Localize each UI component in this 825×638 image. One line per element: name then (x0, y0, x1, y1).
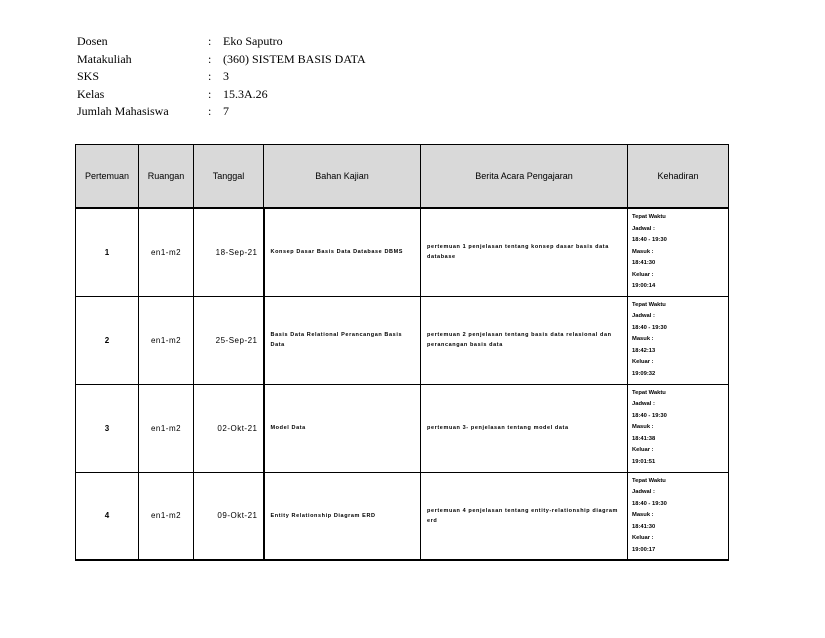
cell-ruangan: en1-m2 (139, 296, 194, 384)
cell-kehadiran (628, 384, 729, 472)
info-value: Eko Saputro (223, 34, 283, 48)
header-tanggal: Tanggal (194, 145, 264, 209)
check-out-label: Keluar : (632, 359, 654, 365)
check-in-time: 18:42:13 (632, 347, 656, 354)
attendance-status: Tepat Waktu (632, 389, 666, 396)
check-out-label: Keluar : (632, 271, 654, 278)
check-out-time: 19:09:32 (632, 370, 656, 377)
cell-tanggal: 18-Sep-21 (194, 208, 264, 296)
schedule-time: 18:40 - 19:30 (632, 237, 667, 243)
cell-ruangan: en1-m2 (139, 472, 194, 560)
info-value: 7 (223, 104, 229, 118)
info-separator: : (208, 104, 212, 118)
check-in-label: Masuk : (632, 512, 654, 518)
info-separator: : (208, 86, 212, 101)
cell-tanggal: 09-Okt-21 (194, 472, 264, 560)
info-separator: : (208, 34, 212, 48)
info-value: 3 (223, 69, 229, 83)
check-in-label: Masuk : (632, 248, 654, 255)
cell-pertemuan: 3 (76, 384, 139, 472)
header-ruangan: Ruangan (139, 145, 194, 209)
cell-kehadiran (628, 296, 729, 384)
attendance-status: Tepat Waktu (632, 301, 666, 308)
table-row (76, 296, 729, 384)
schedule-time: 18:40 - 19:30 (632, 324, 667, 331)
info-label: Matakuliah (77, 51, 132, 66)
cell-bahan-kajian: Entity Relationship Diagram ERD (264, 472, 421, 560)
schedule-label: Jadwal : (632, 489, 655, 495)
table-header-row (76, 145, 729, 209)
info-separator: : (208, 69, 212, 83)
info-label: SKS (77, 69, 100, 83)
check-out-time: 19:00:17 (632, 546, 656, 553)
info-label: Kelas (77, 86, 105, 101)
info-value: 15.3A.26 (223, 86, 268, 101)
table-row (76, 472, 729, 560)
cell-pertemuan: 2 (76, 296, 139, 384)
header-kehadiran: Kehadiran (628, 145, 729, 209)
attendance-status: Tepat Waktu (632, 477, 666, 484)
cell-ruangan: en1-m2 (139, 384, 194, 472)
check-in-label: Masuk : (632, 424, 654, 430)
schedule-label: Jadwal : (632, 401, 655, 407)
check-in-label: Masuk : (632, 336, 654, 342)
cell-berita-acara: pertemuan 4 penjelasan tentang entity-relationship diagram erd (421, 472, 628, 560)
check-in-time: 18:41:30 (632, 260, 656, 266)
cell-kehadiran (628, 208, 729, 296)
cell-ruangan: en1-m2 (139, 208, 194, 296)
cell-berita-acara: pertemuan 2 penjelasan tentang basis data relasional dan perancangan basis data (421, 296, 628, 384)
attendance-table (75, 144, 729, 561)
header-bahan-kajian: Bahan Kajian (264, 145, 421, 209)
cell-berita-acara: pertemuan 1 penjelasan tentang konsep dasar basis data database (421, 208, 628, 296)
cell-tanggal: 02-Okt-21 (194, 384, 264, 472)
attendance-status: Tepat Waktu (632, 214, 666, 220)
table-row (76, 208, 729, 296)
cell-pertemuan: 4 (76, 472, 139, 560)
cell-bahan-kajian: Basis Data Relational Perancangan Basis Data (264, 296, 421, 384)
cell-kehadiran (628, 472, 729, 560)
info-separator: : (208, 51, 212, 66)
info-label: Jumlah Mahasiswa (77, 104, 169, 118)
header-pertemuan: Pertemuan (76, 145, 139, 209)
schedule-label: Jadwal : (632, 313, 655, 319)
check-out-label: Keluar : (632, 535, 654, 541)
check-in-time: 18:41:38 (632, 435, 656, 442)
cell-bahan-kajian: Model Data (264, 384, 421, 472)
cell-bahan-kajian: Konsep Dasar Basis Data Database DBMS (264, 208, 421, 296)
info-value: (360) SISTEM BASIS DATA (223, 51, 366, 66)
cell-berita-acara: pertemuan 3- penjelasan tentang model data (421, 384, 628, 472)
table-row (76, 384, 729, 472)
check-out-time: 19:00:14 (632, 283, 656, 289)
check-out-label: Keluar : (632, 447, 654, 453)
check-out-time: 19:01:51 (632, 458, 656, 465)
info-label: Dosen (77, 34, 108, 48)
cell-tanggal: 25-Sep-21 (194, 296, 264, 384)
schedule-time: 18:40 - 19:30 (632, 412, 667, 419)
schedule-label: Jadwal : (632, 225, 655, 232)
schedule-time: 18:40 - 19:30 (632, 500, 667, 507)
cell-pertemuan: 1 (76, 208, 139, 296)
header-berita-acara: Berita Acara Pengajaran (421, 145, 628, 209)
check-in-time: 18:41:30 (632, 523, 656, 530)
